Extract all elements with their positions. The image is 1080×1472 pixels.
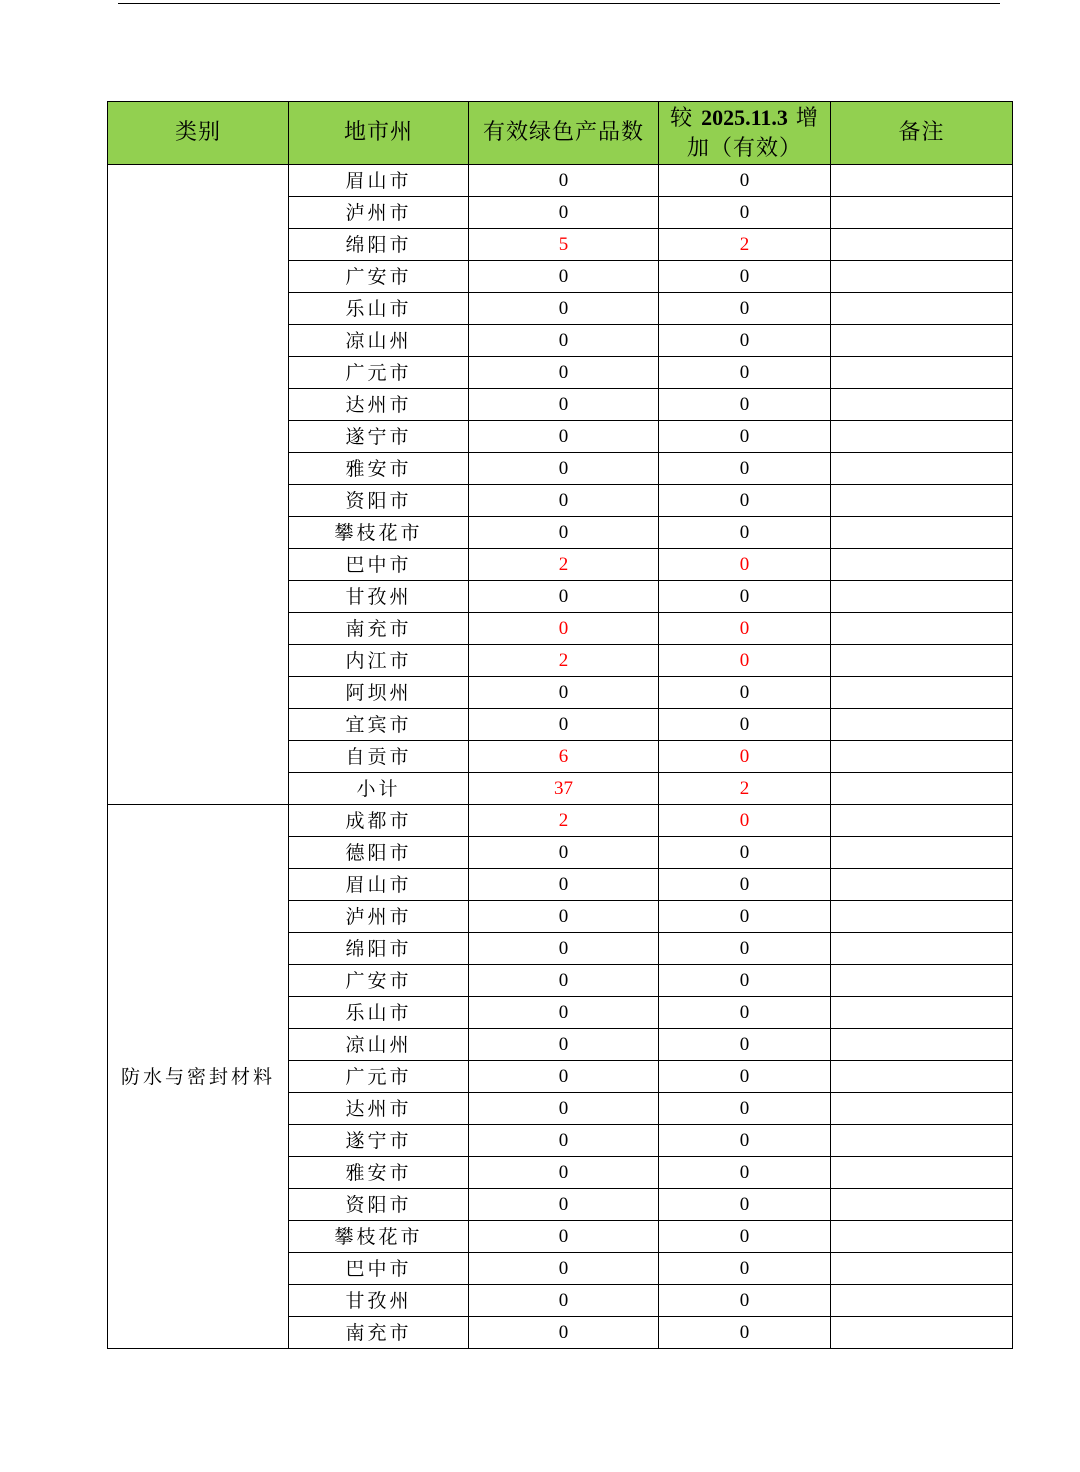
city-cell: 凉山州 xyxy=(289,1029,469,1061)
valid-count-cell: 0 xyxy=(469,453,659,485)
valid-count-cell: 0 xyxy=(469,1221,659,1253)
group1-category-cell xyxy=(108,165,289,805)
table-row xyxy=(108,165,1013,197)
valid-count-cell: 2 xyxy=(469,549,659,581)
note-cell xyxy=(831,1125,1013,1157)
valid-count-cell: 0 xyxy=(469,165,659,197)
city-cell: 绵阳市 xyxy=(289,229,469,261)
increase-cell: 0 xyxy=(659,805,831,837)
note-cell xyxy=(831,997,1013,1029)
city-cell: 绵阳市 xyxy=(289,933,469,965)
increase-cell: 0 xyxy=(659,197,831,229)
increase-cell: 0 xyxy=(659,709,831,741)
city-cell: 甘孜州 xyxy=(289,1285,469,1317)
increase-cell: 0 xyxy=(659,325,831,357)
city-cell: 巴中市 xyxy=(289,549,469,581)
valid-count-cell: 0 xyxy=(469,261,659,293)
valid-count-cell: 0 xyxy=(469,1317,659,1349)
increase-cell: 0 xyxy=(659,933,831,965)
valid-count-cell: 2 xyxy=(469,645,659,677)
header-valid-count: 有效绿色产品数 xyxy=(469,102,659,165)
valid-count-cell: 0 xyxy=(469,965,659,997)
city-cell: 乐山市 xyxy=(289,293,469,325)
header-increase-prefix: 较 xyxy=(670,105,702,131)
city-cell: 乐山市 xyxy=(289,997,469,1029)
note-cell xyxy=(831,421,1013,453)
increase-cell: 0 xyxy=(659,453,831,485)
city-cell: 内江市 xyxy=(289,645,469,677)
increase-cell: 0 xyxy=(659,1125,831,1157)
header-note: 备注 xyxy=(831,102,1013,165)
note-cell xyxy=(831,165,1013,197)
valid-count-cell: 0 xyxy=(469,421,659,453)
increase-cell: 2 xyxy=(659,229,831,261)
city-cell: 南充市 xyxy=(289,613,469,645)
increase-cell: 0 xyxy=(659,389,831,421)
city-cell: 眉山市 xyxy=(289,869,469,901)
city-cell: 遂宁市 xyxy=(289,1125,469,1157)
city-cell: 攀枝花市 xyxy=(289,1221,469,1253)
city-cell: 雅安市 xyxy=(289,453,469,485)
city-cell: 广元市 xyxy=(289,1061,469,1093)
valid-count-cell: 0 xyxy=(469,869,659,901)
note-cell xyxy=(831,1093,1013,1125)
note-cell xyxy=(831,485,1013,517)
city-cell: 攀枝花市 xyxy=(289,517,469,549)
city-cell: 雅安市 xyxy=(289,1157,469,1189)
increase-cell: 0 xyxy=(659,901,831,933)
increase-cell: 0 xyxy=(659,1285,831,1317)
increase-cell: 0 xyxy=(659,645,831,677)
header-increase xyxy=(659,102,831,165)
header-category: 类别 xyxy=(108,102,289,165)
note-cell xyxy=(831,229,1013,261)
valid-count-cell: 0 xyxy=(469,709,659,741)
note-cell xyxy=(831,965,1013,997)
note-cell xyxy=(831,197,1013,229)
note-cell xyxy=(831,645,1013,677)
note-cell xyxy=(831,677,1013,709)
note-cell xyxy=(831,1157,1013,1189)
note-cell xyxy=(831,357,1013,389)
note-cell xyxy=(831,805,1013,837)
increase-cell: 0 xyxy=(659,517,831,549)
increase-cell: 0 xyxy=(659,261,831,293)
table-header xyxy=(108,102,1013,165)
increase-cell: 0 xyxy=(659,965,831,997)
note-cell xyxy=(831,1029,1013,1061)
city-cell: 眉山市 xyxy=(289,165,469,197)
note-cell xyxy=(831,837,1013,869)
valid-count-cell: 0 xyxy=(469,1157,659,1189)
city-cell: 阿坝州 xyxy=(289,677,469,709)
valid-count-cell: 0 xyxy=(469,1029,659,1061)
increase-cell: 0 xyxy=(659,741,831,773)
increase-cell: 0 xyxy=(659,1157,831,1189)
valid-count-cell: 0 xyxy=(469,677,659,709)
increase-cell: 2 xyxy=(659,773,831,805)
valid-count-cell: 6 xyxy=(469,741,659,773)
increase-cell: 0 xyxy=(659,1221,831,1253)
note-cell xyxy=(831,1253,1013,1285)
valid-count-cell: 0 xyxy=(469,1093,659,1125)
increase-cell: 0 xyxy=(659,581,831,613)
note-cell xyxy=(831,293,1013,325)
note-cell xyxy=(831,581,1013,613)
increase-cell: 0 xyxy=(659,1061,831,1093)
valid-count-cell: 0 xyxy=(469,1125,659,1157)
city-cell: 德阳市 xyxy=(289,837,469,869)
valid-count-cell: 0 xyxy=(469,485,659,517)
city-cell: 遂宁市 xyxy=(289,421,469,453)
valid-count-cell: 0 xyxy=(469,613,659,645)
note-cell xyxy=(831,1285,1013,1317)
valid-count-cell: 0 xyxy=(469,1189,659,1221)
city-cell: 广元市 xyxy=(289,357,469,389)
city-cell: 资阳市 xyxy=(289,485,469,517)
city-cell: 广安市 xyxy=(289,965,469,997)
increase-cell: 0 xyxy=(659,165,831,197)
increase-cell: 0 xyxy=(659,1317,831,1349)
note-cell xyxy=(831,325,1013,357)
table-body xyxy=(108,165,1013,1349)
note-cell xyxy=(831,773,1013,805)
note-cell xyxy=(831,517,1013,549)
city-cell: 达州市 xyxy=(289,1093,469,1125)
increase-cell: 0 xyxy=(659,1029,831,1061)
increase-cell: 0 xyxy=(659,837,831,869)
note-cell xyxy=(831,1317,1013,1349)
note-cell xyxy=(831,1189,1013,1221)
increase-cell: 0 xyxy=(659,357,831,389)
valid-count-cell: 0 xyxy=(469,1253,659,1285)
increase-cell: 0 xyxy=(659,869,831,901)
valid-count-cell: 37 xyxy=(469,773,659,805)
city-cell: 自贡市 xyxy=(289,741,469,773)
valid-count-cell: 0 xyxy=(469,517,659,549)
valid-count-cell: 0 xyxy=(469,581,659,613)
note-cell xyxy=(831,741,1013,773)
valid-count-cell: 0 xyxy=(469,325,659,357)
valid-count-cell: 0 xyxy=(469,197,659,229)
valid-count-cell: 0 xyxy=(469,901,659,933)
header-row xyxy=(108,102,1013,165)
city-cell: 泸州市 xyxy=(289,901,469,933)
valid-count-cell: 0 xyxy=(469,1285,659,1317)
city-cell: 成都市 xyxy=(289,805,469,837)
city-cell: 凉山州 xyxy=(289,325,469,357)
header-increase-date: 2025.11.3 xyxy=(701,104,788,130)
city-cell: 泸州市 xyxy=(289,197,469,229)
note-cell xyxy=(831,869,1013,901)
increase-cell: 0 xyxy=(659,997,831,1029)
city-cell: 甘孜州 xyxy=(289,581,469,613)
header-increase-suffix: 增 xyxy=(787,105,819,131)
valid-count-cell: 0 xyxy=(469,837,659,869)
increase-cell: 0 xyxy=(659,677,831,709)
increase-cell: 0 xyxy=(659,1253,831,1285)
note-cell xyxy=(831,1221,1013,1253)
city-cell: 小计 xyxy=(289,773,469,805)
note-cell xyxy=(831,453,1013,485)
city-cell: 资阳市 xyxy=(289,1189,469,1221)
increase-cell: 0 xyxy=(659,421,831,453)
city-cell: 巴中市 xyxy=(289,1253,469,1285)
note-cell xyxy=(831,261,1013,293)
city-cell: 南充市 xyxy=(289,1317,469,1349)
note-cell xyxy=(831,709,1013,741)
increase-cell: 0 xyxy=(659,1189,831,1221)
note-cell xyxy=(831,389,1013,421)
top-rule xyxy=(118,3,1000,4)
valid-count-cell: 0 xyxy=(469,389,659,421)
note-cell xyxy=(831,933,1013,965)
valid-count-cell: 0 xyxy=(469,933,659,965)
green-product-table xyxy=(107,101,1013,1349)
valid-count-cell: 5 xyxy=(469,229,659,261)
increase-cell: 0 xyxy=(659,1093,831,1125)
note-cell xyxy=(831,549,1013,581)
increase-cell: 0 xyxy=(659,613,831,645)
note-cell xyxy=(831,1061,1013,1093)
header-city: 地市州 xyxy=(289,102,469,165)
header-increase-line2: 加（有效） xyxy=(686,135,802,161)
city-cell: 广安市 xyxy=(289,261,469,293)
valid-count-cell: 0 xyxy=(469,357,659,389)
valid-count-cell: 0 xyxy=(469,293,659,325)
valid-count-cell: 2 xyxy=(469,805,659,837)
increase-cell: 0 xyxy=(659,293,831,325)
valid-count-cell: 0 xyxy=(469,997,659,1029)
increase-cell: 0 xyxy=(659,549,831,581)
increase-cell: 0 xyxy=(659,485,831,517)
table-row xyxy=(108,805,1013,837)
note-cell xyxy=(831,613,1013,645)
group2-category-cell: 防水与密封材料 xyxy=(108,805,289,1349)
city-cell: 宜宾市 xyxy=(289,709,469,741)
valid-count-cell: 0 xyxy=(469,1061,659,1093)
city-cell: 达州市 xyxy=(289,389,469,421)
note-cell xyxy=(831,901,1013,933)
